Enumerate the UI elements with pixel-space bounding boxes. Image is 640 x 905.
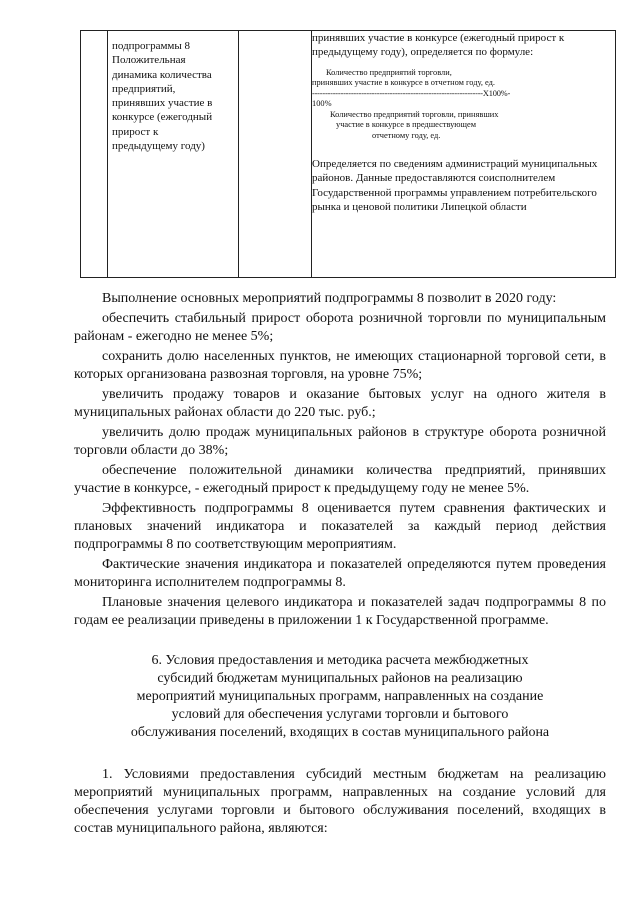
heading-line: условий для обеспечения услугами торговли и бытового xyxy=(171,707,509,722)
formula-denominator-line: отчетному году, ед. xyxy=(372,130,441,140)
paragraph: Эффективность подпрограммы 8 оценивается путем сравнения фактических и плановых значений индикатора и показателей за каждый период действия подпрограммы 8 по соответствующим мероприятиям. xyxy=(74,501,606,552)
indicator-name-line: предприятий, xyxy=(112,82,176,95)
formula-denominator-line: Количество предприятий торговли, принявших xyxy=(330,109,499,119)
section-heading xyxy=(74,652,606,742)
paragraph: обеспечить стабильный прирост оборота розничной торговли по муниципальным районам - ежегодно не менее 5%; xyxy=(74,311,606,344)
paragraph: Плановые значения целевого индикатора и показателей задач подпрограммы 8 по годам ее реализации приведены в приложении 1 к Государственной программе. xyxy=(74,595,606,628)
table-cell-method xyxy=(312,31,616,278)
paragraph: Фактические значения индикатора и показателей определяются путем проведения мониторинга исполнителем подпрограммы 8. xyxy=(74,557,606,590)
indicator-name-line: принявших участие в xyxy=(112,97,213,110)
heading-line: обслуживания поселений, входящих в состав муниципального района xyxy=(130,725,550,740)
paragraph: сохранить долю населенных пунктов, не имеющих стационарной торговой сети, в которых организована развозная торговля, на уровне 75%; xyxy=(74,349,606,382)
formula xyxy=(312,68,615,142)
indicator-table xyxy=(80,30,616,278)
table-cell-unit xyxy=(239,31,312,278)
indicator-name-line: подпрограммы 8 xyxy=(112,40,191,52)
table-cell-indicator-name xyxy=(108,31,239,278)
formula-numerator-line: принявших участие в конкурсе в отчетном году, ед. xyxy=(312,78,495,88)
paragraph: Выполнение основных мероприятий подпрограммы 8 позволит в 2020 году: xyxy=(102,291,557,306)
heading-line: 6. Условия предоставления и методика расчета межбюджетных xyxy=(151,653,529,668)
formula-minus-term: 100% xyxy=(312,99,332,109)
final-paragraph: 1. Условиями предоставления субсидий местным бюджетам на реализацию мероприятий муниципальных программ, направленных на создание условий для обеспечения услугами торговли и бытового обслуживания поселений, входящих в состав муниципального района, являются: xyxy=(74,767,606,836)
indicator-name-line: конкурсе (ежегодный xyxy=(112,111,213,124)
indicator-name-line: предыдущему году) xyxy=(112,140,205,153)
formula-denominator-line: участие в конкурсе в предшествующем xyxy=(336,120,477,130)
indicator-name-line: Положительная xyxy=(112,54,186,67)
method-intro: принявших участие в конкурсе (ежегодный прирост к предыдущему году), определяется по формуле: xyxy=(312,32,565,59)
method-source: Определяется по сведениям администраций муниципальных районов. Данные предоставляются соисполнителем Государственной программы управлением потребительского рынка и ценовой политики Липецкой области xyxy=(312,158,598,213)
heading-line: мероприятий муниципальных программ, направленных на создание xyxy=(136,689,544,704)
paragraph: увеличить продажу товаров и оказание бытовых услуг на одного жителя в муниципальных районах области до 220 тыс. руб.; xyxy=(74,387,606,420)
document-body xyxy=(74,290,606,840)
paragraph: обеспечение положительной динамики количества предприятий, принявших участие в конкурсе, - ежегодный прирост к предыдущему году не менее 5%. xyxy=(74,463,606,496)
indicator-name-line: прирост к xyxy=(112,125,159,138)
heading-line: субсидий бюджетам муниципальных районов на реализацию xyxy=(157,671,523,686)
table-cell-number xyxy=(81,31,108,278)
formula-fraction-line: ------------------------------------------------------------------X100%- xyxy=(312,88,511,98)
paragraph: увеличить долю продаж муниципальных районов в структуре оборота розничной торговли области до 38%; xyxy=(74,425,606,458)
indicator-name-line: динамика количества xyxy=(112,68,212,81)
formula-numerator-line: Количество предприятий торговли, xyxy=(326,67,452,77)
